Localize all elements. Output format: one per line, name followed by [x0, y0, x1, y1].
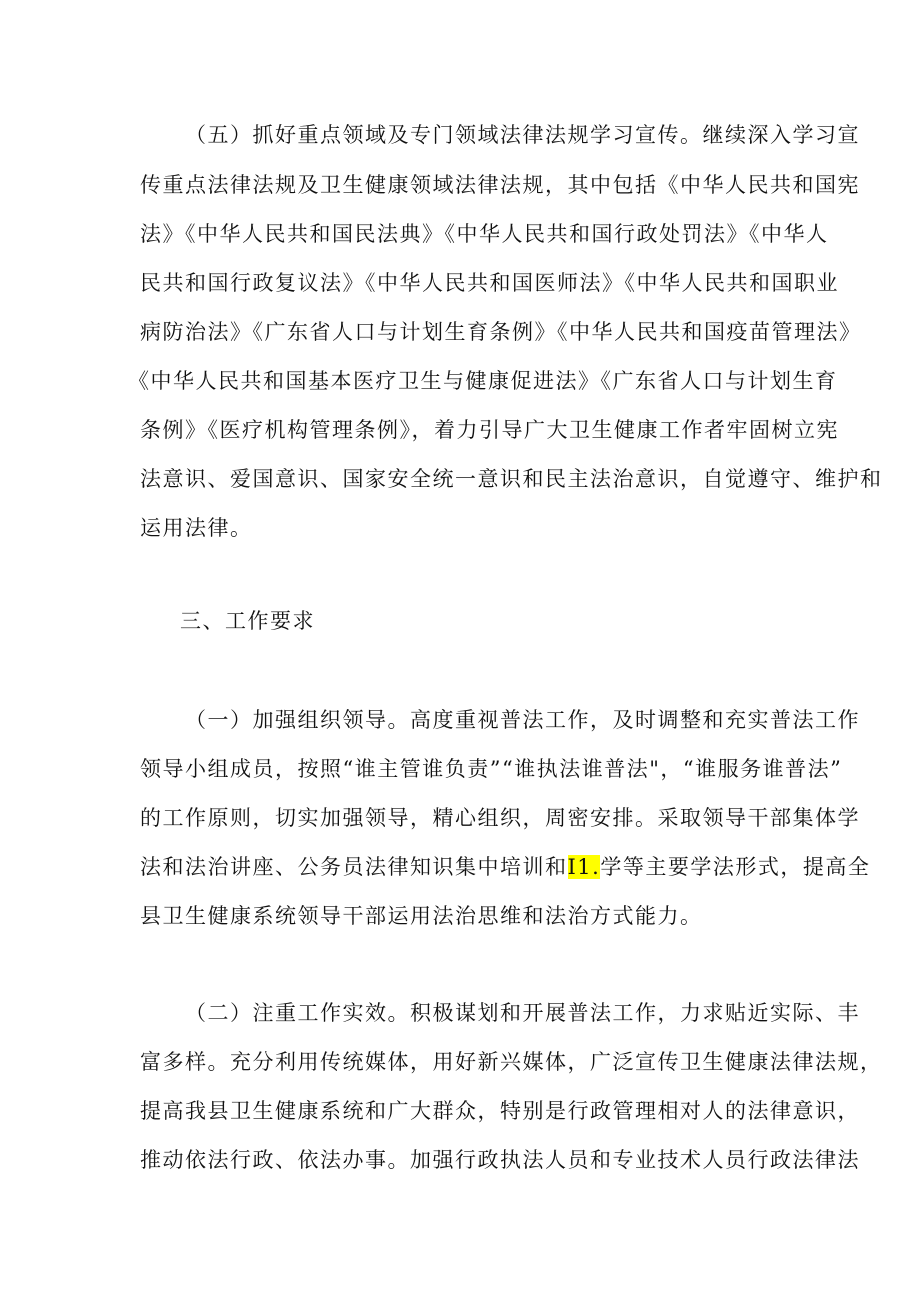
text-line: （五）抓好重点领域及专门领域法律法规学习宣传。继续深入学习宣 [185, 123, 860, 147]
text-line: 传重点法律法规及卫生健康领域法律法规，其中包括《中华人民共和国宪 [140, 173, 860, 197]
text-line: 领导小组成员，按照“谁主管谁负责”“谁执法谁普法"，“谁服务谁普法” [140, 757, 843, 781]
text-line: 条例》《医疗机构管理条例》，着力引导广大卫生健康工作者牢固树立宪 [140, 418, 839, 442]
text-line [0, 852, 920, 882]
text-line: 的工作原则，切实加强领导，精心组织，周密安排。采取领导干部集体学 [140, 806, 860, 830]
text-line: 富多样。充分利用传统媒体，用好新兴媒体，广泛宣传卫生健康法律法规， [140, 1050, 883, 1074]
text-line: 法》《中华人民共和国民法典》《中华人民共和国行政处罚法》《中华人 [140, 222, 829, 246]
text-segment: 学等主要学法形式，提高全 [600, 855, 871, 879]
section-heading: 三、工作要求 [180, 609, 315, 633]
highlighted-text: I1. [567, 855, 601, 879]
text-line: 县卫生健康系统领导干部运用法治思维和法治方式能力。 [140, 904, 703, 928]
text-line: 法意识、爱国意识、国家安全统一意识和民主法治意识，自觉遵守、维护和 [140, 467, 883, 491]
text-line: 提高我县卫生健康系统和广大群众，特别是行政管理相对人的法律意识， [140, 1099, 860, 1123]
text-line: （一）加强组织领导。高度重视普法工作，及时调整和充实普法工作 [185, 708, 860, 732]
text-line: 推动依法行政、依法办事。加强行政执法人员和专业技术人员行政法律法 [140, 1148, 860, 1172]
text-line: （二）注重工作实效。积极谋划和开展普法工作，力求贴近实际、丰 [185, 1001, 860, 1025]
text-line: 《中华人民共和国基本医疗卫生与健康促进法》《广东省人口与计划生育 [128, 369, 838, 393]
text-line: 民共和国行政复议法》《中华人民共和国医师法》《中华人民共和国职业 [140, 271, 839, 295]
text-segment: 法和法治讲座、公务员法律知识集中培训和 [140, 855, 568, 879]
text-line: 病防治法》《广东省人口与计划生育条例》《中华人民共和国疫苗管理法》 [140, 320, 862, 344]
text-line: 运用法律。 [140, 516, 253, 540]
